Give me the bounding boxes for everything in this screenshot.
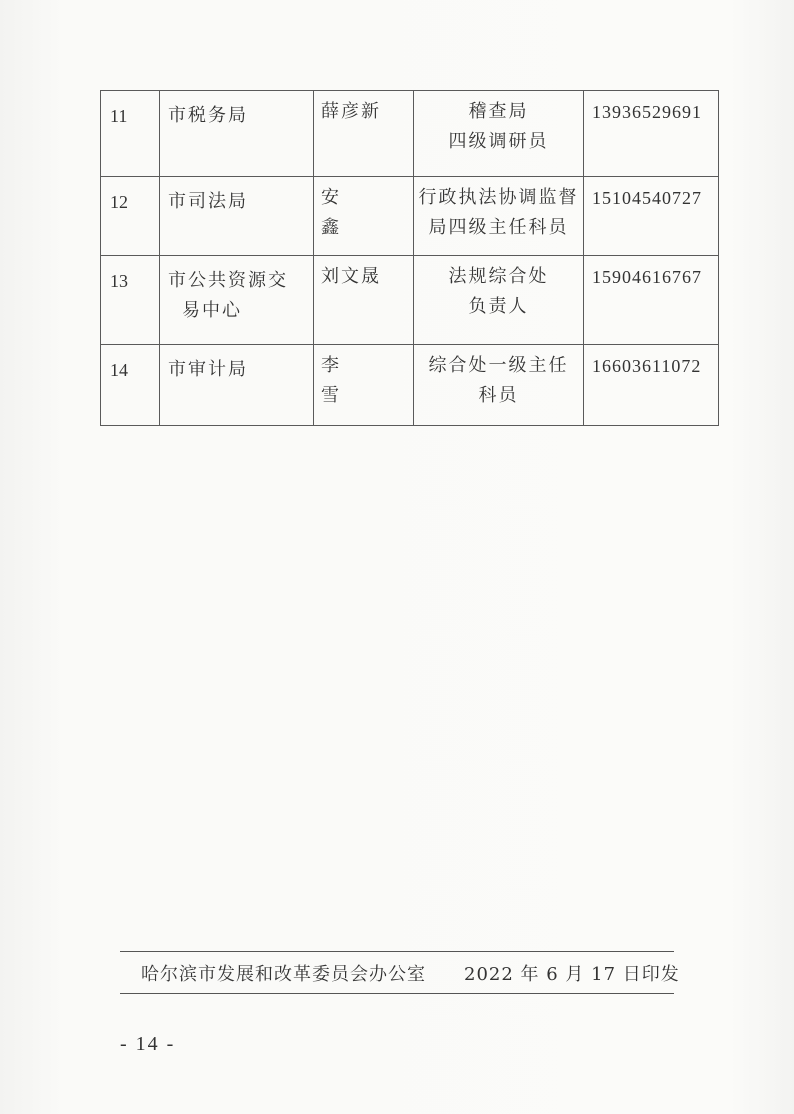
position-line: 科员 bbox=[478, 385, 519, 406]
position-line: 局四级主任科员 bbox=[428, 217, 569, 238]
unit-line: 市审计局 bbox=[168, 359, 248, 380]
issue-date: 2022 年 6 月 17 日印发 bbox=[464, 964, 680, 985]
unit-line: 易中心 bbox=[182, 300, 242, 321]
phone-number: 16603611072 bbox=[584, 345, 719, 426]
unit-cell bbox=[160, 177, 314, 256]
contact-name: 安 鑫 bbox=[321, 187, 363, 238]
phone-number: 15104540727 bbox=[584, 177, 719, 256]
table-row bbox=[101, 256, 719, 345]
table-row bbox=[101, 345, 719, 426]
position-line: 稽查局 bbox=[468, 101, 529, 122]
table-row bbox=[101, 91, 719, 177]
footer-top-rule bbox=[120, 951, 674, 952]
row-number: 14 bbox=[101, 345, 160, 426]
unit-cell bbox=[160, 345, 314, 426]
page-number: - 14 - bbox=[120, 1033, 176, 1055]
footer-bottom-rule bbox=[120, 993, 674, 994]
unit-cell bbox=[160, 91, 314, 177]
position-line: 四级调研员 bbox=[448, 131, 549, 152]
contact-name: 薛彦新 bbox=[314, 91, 414, 177]
row-number: 13 bbox=[101, 256, 160, 345]
position-cell bbox=[414, 177, 584, 256]
contact-table bbox=[100, 90, 719, 426]
position-cell bbox=[414, 345, 584, 426]
phone-number: 15904616767 bbox=[584, 256, 719, 345]
issuing-office: 哈尔滨市发展和改革委员会办公室 bbox=[141, 964, 426, 985]
contact-name: 李 雪 bbox=[321, 355, 363, 406]
position-line: 负责人 bbox=[468, 296, 529, 317]
table-row bbox=[101, 177, 719, 256]
row-number: 11 bbox=[101, 91, 160, 177]
contact-name-cell bbox=[314, 345, 414, 426]
unit-cell bbox=[160, 256, 314, 345]
position-line: 综合处一级主任 bbox=[428, 355, 569, 376]
position-cell bbox=[414, 91, 584, 177]
unit-line: 市司法局 bbox=[168, 191, 248, 212]
row-number: 12 bbox=[101, 177, 160, 256]
position-line: 法规综合处 bbox=[448, 266, 549, 287]
contact-name: 刘文晟 bbox=[314, 256, 414, 345]
contact-name-cell bbox=[314, 177, 414, 256]
position-cell bbox=[414, 256, 584, 345]
unit-line: 市税务局 bbox=[168, 105, 248, 126]
unit-line: 市公共资源交 bbox=[168, 270, 288, 291]
phone-number: 13936529691 bbox=[584, 91, 719, 177]
position-line: 行政执法协调监督 bbox=[418, 187, 579, 208]
